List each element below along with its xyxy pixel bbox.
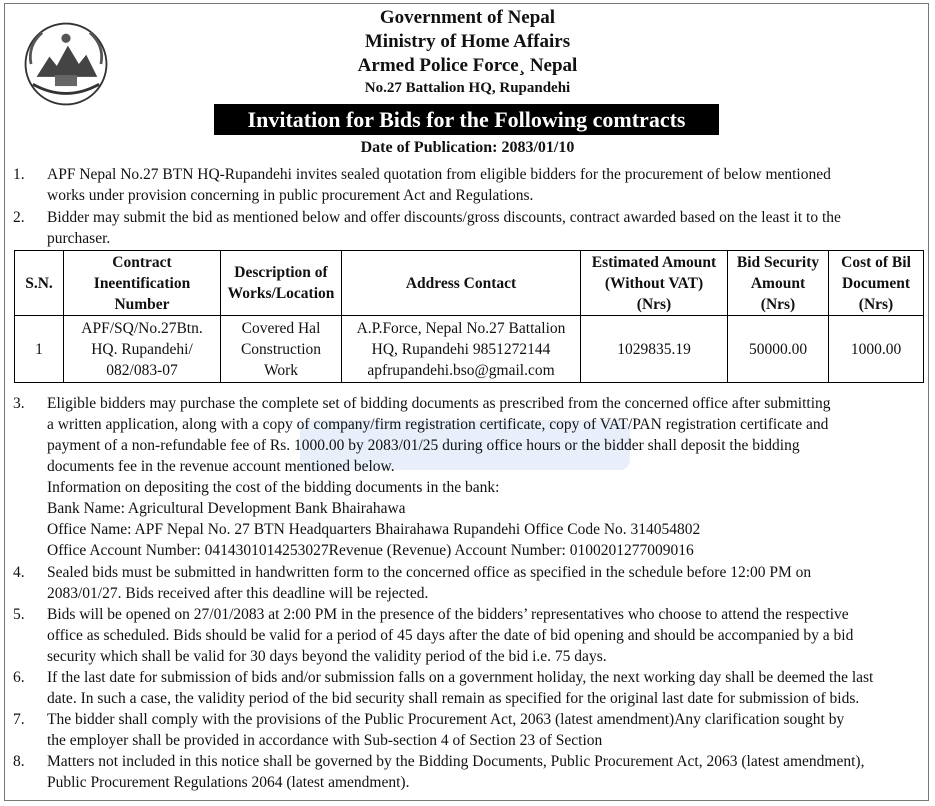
- paragraph-line: works under provision concerning in public procurement Act and Regulations.: [47, 187, 534, 204]
- col-document-cost: [829, 251, 924, 316]
- header-battalion: No.27 Battalion HQ, Rupandehi: [364, 80, 571, 96]
- paragraph-line: Bidder may submit the bid as mentioned below and offer discounts/gross discounts, contract awarded based on the least it to the: [47, 209, 841, 226]
- header-text: Ineentification: [93, 274, 191, 292]
- header-text: S.N.: [25, 274, 53, 292]
- header-text: (Nrs): [636, 295, 672, 313]
- header-text: Cost of Bil: [841, 253, 911, 271]
- paragraph-line: Bids will be opened on 27/01/2083 at 2:00 PM in the presence of the bidders’ representatives who choose to attend the respective: [47, 606, 849, 623]
- paragraph-number: 1.: [13, 166, 25, 183]
- header-apf: Armed Police Force¸ Nepal: [357, 55, 578, 76]
- paragraph-8: [13, 751, 922, 793]
- paragraph-number: 7.: [13, 711, 25, 728]
- col-sn: [15, 251, 64, 316]
- paragraph-line: documents fee in the revenue account mentioned below.: [47, 458, 395, 475]
- paragraph-line: Eligible bidders may purchase the complete set of bidding documents as prescribed from the concerned office after submitting: [47, 395, 831, 412]
- header-text: Bid Security: [736, 253, 820, 271]
- notice-title-banner: Invitation for Bids for the Following comtracts: [214, 104, 719, 135]
- header-text: Description of: [234, 264, 328, 281]
- paragraph-6: [13, 667, 922, 709]
- publication-date: Date of Publication: 2083/01/10: [360, 139, 575, 156]
- cell-sn: [15, 316, 64, 383]
- paragraph-line: a written application, along with a copy of company/firm registration certificate, copy of VAT/PAN registration certificate and: [47, 416, 829, 433]
- paragraph-2: [13, 207, 922, 249]
- header-text: (Without VAT): [604, 274, 704, 292]
- cell-text: 1029835.19: [617, 340, 691, 358]
- cell-text: 1: [35, 340, 43, 358]
- paragraph-line: Matters not included in this notice shall be governed by the Bidding Documents, Public Procurement Act, 2063 (latest amendment),: [47, 753, 865, 770]
- header-text: Estimated Amount: [591, 253, 717, 271]
- bank-name: Bank Name: Agricultural Development Bank Bhairahawa: [47, 500, 406, 517]
- cell-text: HQ. Rupandehi/: [91, 340, 193, 358]
- col-bid-security: [728, 251, 829, 316]
- header-text: (Nrs): [760, 295, 796, 313]
- paragraph-line: purchaser.: [47, 230, 111, 247]
- bid-table: [14, 250, 924, 383]
- paragraph-line: Sealed bids must be submitted in handwritten form to the concerned office as specified in the schedule before 12:00 PM on: [47, 564, 812, 581]
- paragraph-number: 6.: [13, 669, 25, 686]
- header-text: Contract: [112, 253, 172, 271]
- cell-text: 1000.00: [850, 340, 902, 358]
- col-contract-id: [64, 251, 221, 316]
- paragraph-1: [13, 164, 922, 206]
- cell-text: Work: [263, 361, 299, 379]
- header-ministry: Ministry of Home Affairs: [364, 31, 571, 52]
- paragraph-line: APF Nepal No.27 BTN HQ-Rupandehi invites sealed quotation from eligible bidders for the procurement of below mentioned: [47, 166, 831, 183]
- paragraph-line: security which shall be valid for 30 days beyond the validity period of the bid i.e. 75 days.: [47, 648, 607, 665]
- paragraph-line: If the last date for submission of bids and/or submission falls on a government holiday, the next working day shall be deemed the last: [47, 669, 874, 686]
- paragraph-line: the employer shall be provided in accordance with Sub-section 4 of Section 23 of Section: [47, 732, 603, 749]
- paragraph-4: [13, 562, 922, 604]
- col-estimated-amount: [581, 251, 728, 316]
- cell-contract-id: [64, 316, 221, 383]
- cell-address: [342, 316, 581, 383]
- office-name: Office Name: APF Nepal No. 27 BTN Headquarters Bhairahawa Rupandehi Office Code No. 314054802: [47, 521, 701, 538]
- cell-text: Construction: [240, 340, 322, 358]
- office-account-number: Office Account Number: 0414301014253027Revenue (Revenue) Account Number: 0100201277009016: [47, 542, 694, 559]
- cell-text: apfrupandehi.bso@gmail.com: [367, 361, 555, 379]
- header-text: Amount: [750, 274, 806, 292]
- cell-text: A.P.Force, Nepal No.27 Battalion: [356, 319, 566, 337]
- cell-text: 082/083-07: [106, 361, 178, 379]
- col-address: [342, 251, 581, 316]
- paragraph-line: date. In such a case, the validity period of the bid security shall remain as specified for the original last date for submission of bids.: [47, 690, 860, 707]
- cell-description: [221, 316, 342, 383]
- header-government: Government of Nepal: [379, 7, 556, 28]
- paragraph-5: [13, 604, 922, 667]
- cell-bid-security: [728, 316, 829, 383]
- header-text: (Nrs): [858, 295, 894, 313]
- paragraph-7: [13, 709, 922, 751]
- table-header-row: [15, 251, 924, 316]
- header-text: Address Contact: [405, 274, 517, 292]
- table-row: [15, 316, 924, 383]
- paragraph-number: 5.: [13, 606, 25, 623]
- paragraph-line: office as scheduled. Bids should be valid for a period of 45 days after the date of bid opening and should be accompanied by a bid: [47, 627, 854, 644]
- paragraph-line: Information on depositing the cost of the bidding documents in the bank:: [47, 479, 500, 496]
- paragraph-number: 2.: [13, 209, 25, 226]
- paragraph-line: The bidder shall comply with the provisions of the Public Procurement Act, 2063 (latest amendment)Any clarification sought by: [47, 711, 845, 728]
- cell-estimated-amount: [581, 316, 728, 383]
- cell-text: APF/SQ/No.27Btn.: [81, 319, 203, 337]
- header-text: Document: [841, 274, 911, 292]
- cell-text: 50000.00: [748, 340, 808, 358]
- col-description: [221, 251, 342, 316]
- cell-text: HQ, Rupandehi 9851272144: [371, 340, 551, 358]
- cell-document-cost: [829, 316, 924, 383]
- paragraph-number: 3.: [13, 395, 25, 412]
- paragraph-line: payment of a non-refundable fee of Rs. 1000.00 by 2083/01/25 during office hours or the bidder shall deposit the bidding: [47, 437, 800, 454]
- cell-text: Covered Hal: [241, 319, 321, 337]
- paragraph-line: 2083/01/27. Bids received after this deadline will be rejected.: [47, 585, 429, 602]
- paragraph-number: 8.: [13, 753, 25, 770]
- paragraph-number: 4.: [13, 564, 25, 581]
- paragraph-3: [13, 393, 922, 561]
- header-text: Number: [114, 295, 170, 313]
- header-text: Works/Location: [227, 285, 335, 302]
- paragraph-line: Public Procurement Regulations 2064 (latest amendment).: [47, 774, 410, 791]
